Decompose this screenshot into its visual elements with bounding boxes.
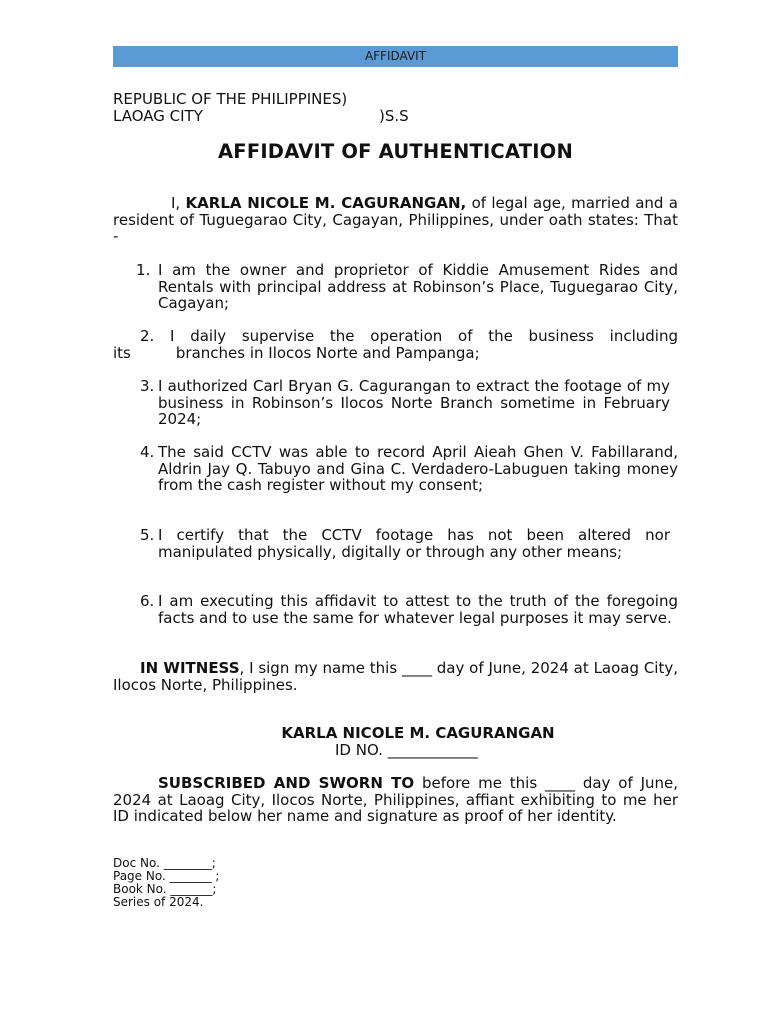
list-item-1 [136,261,678,312]
venue-ss: )S.S [379,107,409,125]
item-number: 6. [140,592,155,610]
intro-paragraph [113,195,678,245]
document-title: AFFIDAVIT OF AUTHENTICATION [218,140,573,163]
list-item-3 [140,377,670,428]
item-text: The said CCTV was able to record April Aieah Ghen V. Fabillarand, Aldrin Jay Q. Tabuyo and Gina C. Verdadero-Labuguen taking money from the cash register without my consent; [158,443,678,494]
item-text: I certify that the CCTV footage has not been altered nor manipulated physically, digitally or through any other means; [158,526,670,561]
item-text: I authorized Carl Bryan G. Cagurangan to extract the footage of my business in Robinson’s Ilocos Norte Branch sometime in February 2024; [158,377,670,428]
notarial-entries [113,857,219,909]
jurat-rest: before me this ____ day of June, 2024 at Laoag City, Ilocos Norte, Philippines, affiant exhibiting to me her ID indicated below her name and signature as proof of her identity. [113,774,678,825]
list-item-2 [113,328,678,361]
header-banner [113,46,678,67]
item-number: 2. [140,327,155,345]
item-text-prefix: its [113,343,131,362]
series-line: Series of 2024. [113,895,204,909]
item-number: 1. [136,261,151,279]
intro-rest: of legal age, married and a resident of Tuguegarao City, Cagayan, Philippines, under oath states: That - [113,194,678,245]
signature-name: KARLA NICOLE M. CAGURANGAN [281,724,555,742]
witness-rest: , I sign my name this ____ day of June, 2024 at Laoag City, Ilocos Norte, Philippines. [113,659,678,694]
item-number: 5. [140,526,155,544]
venue-city: LAOAG CITY [113,107,203,125]
jurat-paragraph [113,775,678,825]
jurat-lead: SUBSCRIBED AND SWORN TO [158,774,415,792]
venue-line-1 [113,91,347,108]
affiant-name: KARLA NICOLE M. CAGURANGAN, [185,194,467,212]
header-label: AFFIDAVIT [364,49,427,63]
item-text: I am the owner and proprietor of Kiddie Amusement Rides and Rentals with principal address at Robinson’s Place, Tuguegarao City, Cagayan; [158,261,678,312]
item-number: 4. [140,443,155,461]
signature-block [258,725,578,742]
intro-prefix: I, [171,194,186,212]
item-text: I am executing this affidavit to attest to the truth of the foregoing facts and to use the same for whatever legal purposes it may serve. [158,592,678,627]
item-text-continued: branches in Ilocos Norte and Pampanga; [175,343,480,362]
venue-republic: REPUBLIC OF THE PHILIPPINES) [113,90,348,108]
item-2-second-line [113,345,678,362]
id-number-line: ID NO. ____________ [335,741,478,759]
venue-line-2 [113,108,678,125]
list-item-5 [140,526,670,561]
list-item-6 [140,592,678,627]
item-number: 3. [140,377,155,395]
list-item-4 [140,443,678,494]
book-no: Book No. _______; [113,882,217,896]
doc-no: Doc No. ________; [113,856,216,870]
item-2-first-line [113,328,678,345]
item-text: I daily supervise the operation of the business including [170,327,678,345]
signature-id [335,742,478,759]
witness-paragraph [113,660,678,693]
witness-lead: IN WITNESS [140,659,240,677]
page-no: Page No. _______ ; [113,869,220,883]
